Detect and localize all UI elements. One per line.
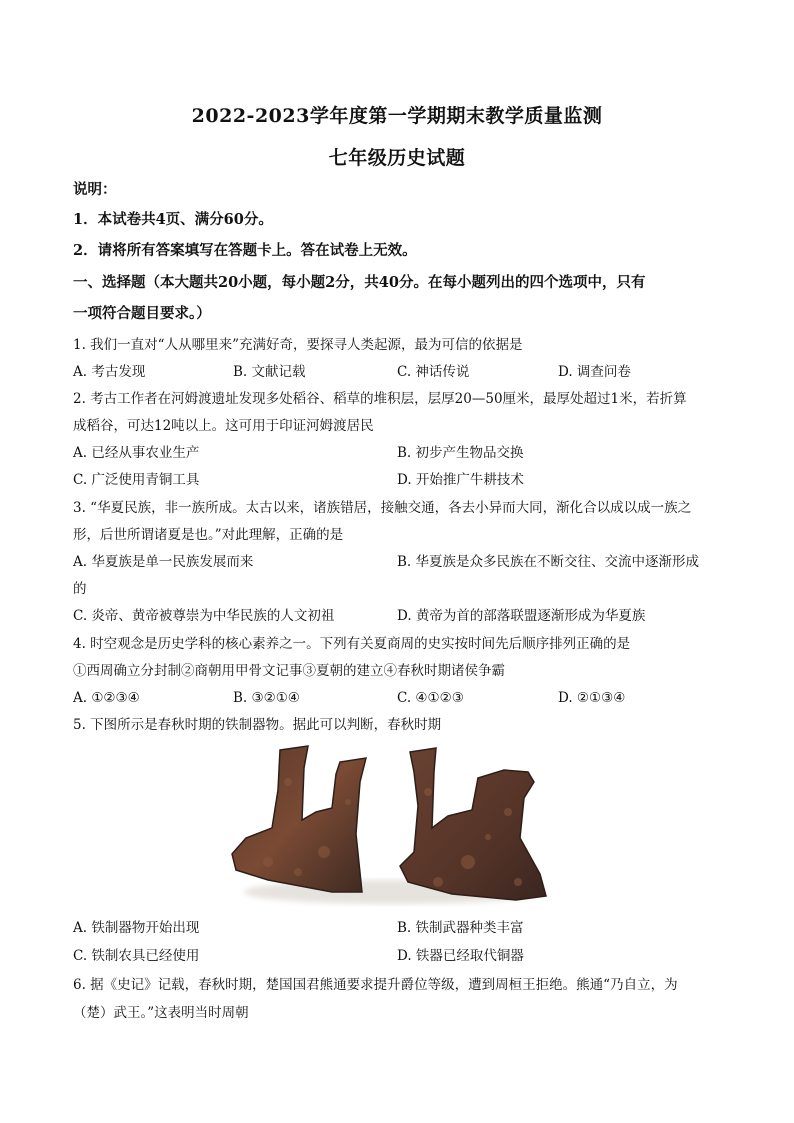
question-3-stem-cont: 形，后世所谓诸夏是也。”对此理解，正确的是: [73, 527, 344, 543]
q2-option-b: B. 初步产生物品交换: [397, 445, 524, 461]
q1-option-d: D. 调查问卷: [558, 364, 631, 380]
q1-option-c: C. 神话传说: [397, 364, 470, 380]
question-5-stem: 5. 下图所示是春秋时期的铁制器物。据此可以判断，春秋时期: [73, 717, 442, 733]
section-heading-cont: 一项符合题目要求。）: [73, 305, 211, 322]
question-4-items: ①西周确立分封制②商朝用甲骨文记事③夏朝的建立④春秋时期诸侯争霸: [73, 663, 505, 679]
section-heading: 一、选择题（本大题共20小题，每小题2分，共40分。在每小题列出的四个选项中，只有: [73, 274, 646, 291]
q4-option-d: D. ②①③④: [558, 690, 626, 706]
question-6-stem: 6. 据《史记》记载，春秋时期，楚国国君熊通要求提升爵位等级，遭到周桓王拒绝。熊通“乃自立，为: [73, 977, 678, 993]
question-1-stem: 1. 我们一直对“人从哪里来”充满好奇，要探寻人类起源，最为可信的依据是: [73, 337, 523, 353]
q4-option-b: B. ③②①④: [233, 690, 300, 706]
q4-option-a: A. ①②③④: [73, 690, 140, 706]
instruction-item: 2．请将所有答案填写在答题卡上。答在试卷上无效。: [73, 242, 417, 259]
q1-option-b: B. 文献记载: [233, 364, 306, 380]
q2-option-c: C. 广泛使用青铜工具: [73, 472, 200, 488]
q3-option-c: C. 炎帝、黄帝被尊崇为中华民族的人文初祖: [73, 608, 335, 624]
q3-option-b-cont: 的: [73, 581, 87, 597]
exam-subtitle: 七年级历史试题: [328, 147, 466, 169]
q2-option-a: A. 已经从事农业生产: [73, 445, 200, 461]
instruction-item: 1．本试卷共4页、满分60分。: [73, 211, 273, 228]
instructions-label: 说明：: [73, 181, 117, 198]
iron-tools-image: [228, 742, 560, 908]
q5-option-a: A. 铁制器物开始出现: [73, 920, 200, 936]
q3-option-b: B. 华夏族是众多民族在不断交往、交流中逐渐形成: [397, 554, 700, 570]
q4-option-c: C. ④①②③: [397, 690, 464, 706]
q5-option-b: B. 铁制武器种类丰富: [397, 920, 524, 936]
q5-option-d: D. 铁器已经取代铜器: [397, 948, 524, 964]
q1-option-a: A. 考古发现: [73, 364, 146, 380]
question-6-stem-cont: （楚）武王。”这表明当时周朝: [73, 1005, 249, 1021]
question-2-stem: 2. 考古工作者在河姆渡遗址发现多处稻谷、稻草的堆积层，层厚20—50厘米，最厚处超过1米，若折算: [73, 391, 687, 407]
question-4-stem: 4. 时空观念是历史学科的核心素养之一。下列有关夏商周的史实按时间先后顺序排列正确的是: [73, 636, 631, 652]
q5-option-c: C. 铁制农具已经使用: [73, 948, 200, 964]
exam-title: 2022-2023学年度第一学期期末教学质量监测: [191, 105, 603, 127]
question-3-stem: 3. “华夏民族，非一族所成。太古以来，诸族错居，接触交通，各去小异而大同，渐化合以成以成一族之: [73, 500, 692, 516]
q2-option-d: D. 开始推广牛耕技术: [397, 472, 524, 488]
question-2-stem-cont: 成稻谷，可达12吨以上。这可用于印证河姆渡居民: [73, 418, 374, 434]
q3-option-a: A. 华夏族是单一民族发展而来: [73, 554, 254, 570]
q3-option-d: D. 黄帝为首的部落联盟逐渐形成为华夏族: [397, 608, 646, 624]
